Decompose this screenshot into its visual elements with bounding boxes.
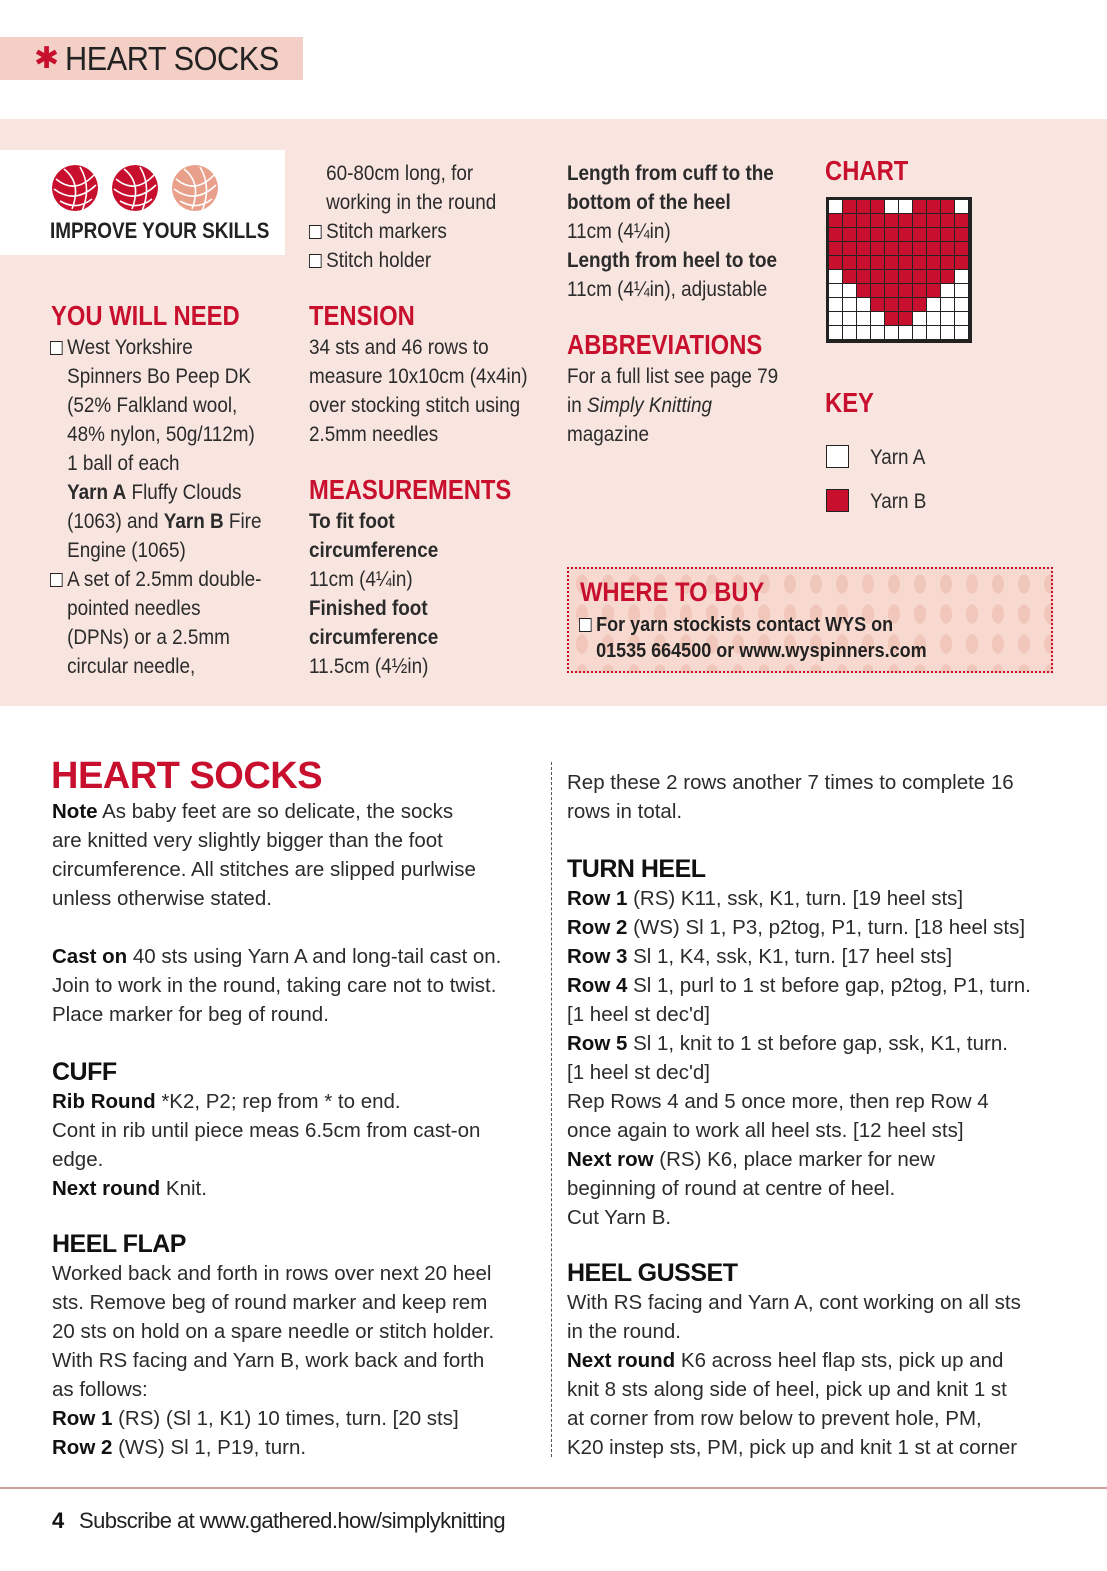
chart-cell	[941, 270, 954, 283]
chart-cell	[829, 214, 842, 227]
chart-cell	[941, 312, 954, 325]
chart-cell	[899, 270, 912, 283]
chart-cell	[871, 242, 884, 255]
chart-cell	[927, 284, 940, 297]
chart-cell	[955, 298, 968, 311]
chart-cell	[913, 200, 926, 213]
chart-grid	[829, 200, 968, 339]
chart-cell	[857, 242, 870, 255]
turn-heel-heading: TURN HEEL	[567, 855, 706, 883]
heel-flap-heading: HEEL FLAP	[52, 1230, 186, 1258]
chart-cell	[829, 312, 842, 325]
chart-cell	[885, 270, 898, 283]
chart-cell	[843, 284, 856, 297]
chart-cell	[955, 228, 968, 241]
chart-cell	[871, 200, 884, 213]
lengths-text: Length from cuff to the bottom of the heel 11cm (4¼in) Length from heel to toe 11cm (4¼in), adjustable	[567, 162, 777, 301]
pattern-title: HEART SOCKS	[51, 755, 323, 797]
chart-cell	[941, 242, 954, 255]
chart-cell	[955, 270, 968, 283]
checkbox-icon	[309, 254, 322, 268]
chart-cell	[885, 284, 898, 297]
chart-cell	[857, 214, 870, 227]
chart-cell	[955, 214, 968, 227]
chart-cell	[829, 228, 842, 241]
key-label-yarn-b: Yarn B	[870, 490, 927, 513]
chart-cell	[829, 326, 842, 339]
chart-cell	[871, 326, 884, 339]
chart-cell	[885, 326, 898, 339]
chart-cell	[829, 284, 842, 297]
where-to-buy-heading: WHERE TO BUY	[580, 577, 765, 607]
measurements-text: To fit foot circumference 11cm (4¼in) Finished foot circumference 11.5cm (4½in)	[309, 510, 439, 678]
chart-cell	[871, 214, 884, 227]
chart-cell	[829, 256, 842, 269]
chart-cell	[941, 298, 954, 311]
chart-cell	[899, 200, 912, 213]
chart-cell	[941, 214, 954, 227]
skill-level-label: IMPROVE YOUR SKILLS	[50, 218, 270, 243]
chart-cell	[843, 270, 856, 283]
chart-cell	[927, 228, 940, 241]
tension-text: 34 sts and 46 rows to measure 10x10cm (4x4in) over stocking stitch using 2.5mm needles	[309, 336, 528, 446]
heart-chart	[826, 197, 972, 343]
chart-cell	[843, 242, 856, 255]
page-number: 4	[52, 1508, 65, 1533]
chart-cell	[829, 298, 842, 311]
chart-cell	[927, 214, 940, 227]
chart-cell	[871, 298, 884, 311]
chart-cell	[843, 256, 856, 269]
section-tab-title: HEART SOCKS	[65, 40, 279, 77]
chart-cell	[857, 284, 870, 297]
chart-cell	[955, 284, 968, 297]
chart-cell	[885, 312, 898, 325]
chart-cell	[885, 200, 898, 213]
chart-cell	[843, 298, 856, 311]
chart-cell	[913, 326, 926, 339]
chart-cell	[857, 228, 870, 241]
chart-cell	[941, 326, 954, 339]
checkbox-icon	[50, 573, 63, 587]
chart-cell	[899, 312, 912, 325]
chart-cell	[899, 284, 912, 297]
cuff-heading: CUFF	[52, 1058, 117, 1086]
chart-cell	[843, 228, 856, 241]
chart-heading: CHART	[825, 155, 909, 186]
chart-cell	[857, 256, 870, 269]
chart-cell	[955, 256, 968, 269]
abbreviations-heading: ABBREVIATIONS	[567, 329, 763, 360]
chart-cell	[843, 200, 856, 213]
flower-icon: ✱	[34, 42, 60, 75]
you-will-need-list: West Yorkshire Spinners Bo Peep DK (52% Falkland wool, 48% nylon, 50g/112m) 1 ball of each Yarn A Fluffy Clouds (1063) and Yarn B Fire Engine (1065) A set of 2.5mm double- pointed needles (DPNs) or a 2.5mm circular needle,	[50, 333, 290, 681]
chart-cell	[899, 326, 912, 339]
chart-cell	[913, 284, 926, 297]
chart-cell	[843, 214, 856, 227]
key-swatch-yarn-a	[826, 445, 849, 468]
checkbox-icon	[50, 341, 63, 355]
chart-cell	[927, 242, 940, 255]
chart-cell	[913, 242, 926, 255]
chart-cell	[941, 284, 954, 297]
chart-cell	[871, 228, 884, 241]
chart-cell	[857, 298, 870, 311]
chart-cell	[913, 256, 926, 269]
chart-cell	[829, 270, 842, 283]
chart-cell	[927, 312, 940, 325]
column-divider	[551, 762, 552, 1457]
you-will-need-heading: YOU WILL NEED	[51, 300, 240, 331]
where-to-buy-text: For yarn stockists contact WYS on 01535 664500 or www.wyspinners.com	[579, 612, 927, 664]
chart-cell	[885, 256, 898, 269]
chart-cell	[913, 228, 926, 241]
footer-rule	[0, 1487, 1107, 1489]
chart-cell	[871, 256, 884, 269]
chart-cell	[927, 270, 940, 283]
chart-cell	[885, 242, 898, 255]
chart-cell	[927, 326, 940, 339]
yarn-ball-icon	[52, 165, 98, 211]
measurements-heading: MEASUREMENTS	[309, 474, 512, 505]
chart-cell	[955, 326, 968, 339]
chart-cell	[857, 200, 870, 213]
chart-cell	[857, 326, 870, 339]
chart-cell	[955, 312, 968, 325]
chart-cell	[899, 256, 912, 269]
key-label-yarn-a: Yarn A	[870, 446, 926, 469]
chart-cell	[871, 284, 884, 297]
yarn-ball-icon-faded	[172, 165, 218, 211]
yarn-ball-icon	[112, 165, 158, 211]
heel-gusset-heading: HEEL GUSSET	[567, 1259, 738, 1287]
chart-cell	[871, 312, 884, 325]
chart-cell	[885, 298, 898, 311]
chart-cell	[899, 214, 912, 227]
chart-cell	[885, 214, 898, 227]
pattern-right-column: Rep these 2 rows another 7 times to complete 16 rows in total. TURN HEEL Row 1 (RS) K11, ssk, K1, turn. [19 heel sts] Row 2 (WS) Sl 1, P3, p2tog, P1, turn. [18 heel sts] Row 3 Sl 1, K4, ssk, K1, turn. [17 heel sts] Row 4 Sl 1, purl to 1 st before gap, p2tog, P1, turn. [1 heel st dec'd] Row 5 Sl 1, knit to 1 st before gap, ssk, K1, turn. [1 heel st dec'd] Rep Rows 4 and 5 once more, then rep Row 4 once again to work all heel sts. [12 heel sts] Next row (RS) K6, place marker for new beginning of round at centre of heel. Cut Yarn B. HEEL GUSSET With RS facing and Yarn A, cont working on all sts in the round. Next round K6 across heel flap sts, pick up and knit 8 sts along side of heel, pick up and knit 1 st at corner from row below to prevent hole, PM, K20 instep sts, PM, pick up and knit 1 st at corner	[567, 768, 1067, 1462]
chart-cell	[941, 200, 954, 213]
checkbox-icon	[579, 618, 592, 632]
chart-cell	[913, 312, 926, 325]
key-swatch-yarn-b	[826, 489, 849, 512]
abbreviations-text: For a full list see page 79 in Simply Knitting magazine	[567, 365, 779, 446]
key-heading: KEY	[825, 387, 874, 418]
chart-cell	[857, 270, 870, 283]
chart-cell	[941, 228, 954, 241]
chart-cell	[829, 242, 842, 255]
tension-heading: TENSION	[309, 300, 415, 331]
chart-cell	[885, 228, 898, 241]
chart-cell	[899, 298, 912, 311]
needle-list-continued: 60-80cm long, for working in the round Stitch markers Stitch holder	[309, 159, 549, 275]
chart-cell	[843, 312, 856, 325]
section-tab	[0, 37, 303, 80]
pattern-left-column: Note As baby feet are so delicate, the socks are knitted very slightly bigger than the foot circumference. All stitches are slipped purlwise unless otherwise stated. Cast on 40 sts using Yarn A and long-tail cast on. Join to work in the round, taking care not to twist. Place marker for beg of round. CUFF Rib Round *K2, P2; rep from * to end. Cont in rib until piece meas 6.5cm from cast-on edge. Next round Knit. HEEL FLAP Worked back and forth in rows over next 20 heel sts. Remove beg of round marker and keep rem 20 sts on hold on a spare needle or stitch holder. With RS facing and Yarn B, work back and forth as follows: Row 1 (RS) (Sl 1, K1) 10 times, turn. [20 sts] Row 2 (WS) Sl 1, P19, turn.	[52, 797, 542, 1462]
chart-cell	[871, 270, 884, 283]
chart-cell	[955, 242, 968, 255]
subscribe-link[interactable]: Subscribe at www.gathered.how/simplyknitting	[79, 1508, 506, 1533]
chart-cell	[843, 326, 856, 339]
chart-cell	[913, 270, 926, 283]
chart-cell	[899, 228, 912, 241]
chart-cell	[913, 298, 926, 311]
chart-cell	[913, 214, 926, 227]
chart-cell	[899, 242, 912, 255]
chart-cell	[927, 298, 940, 311]
chart-cell	[955, 200, 968, 213]
chart-cell	[829, 200, 842, 213]
chart-cell	[941, 256, 954, 269]
chart-cell	[857, 312, 870, 325]
checkbox-icon	[309, 225, 322, 239]
chart-cell	[927, 200, 940, 213]
chart-cell	[927, 256, 940, 269]
